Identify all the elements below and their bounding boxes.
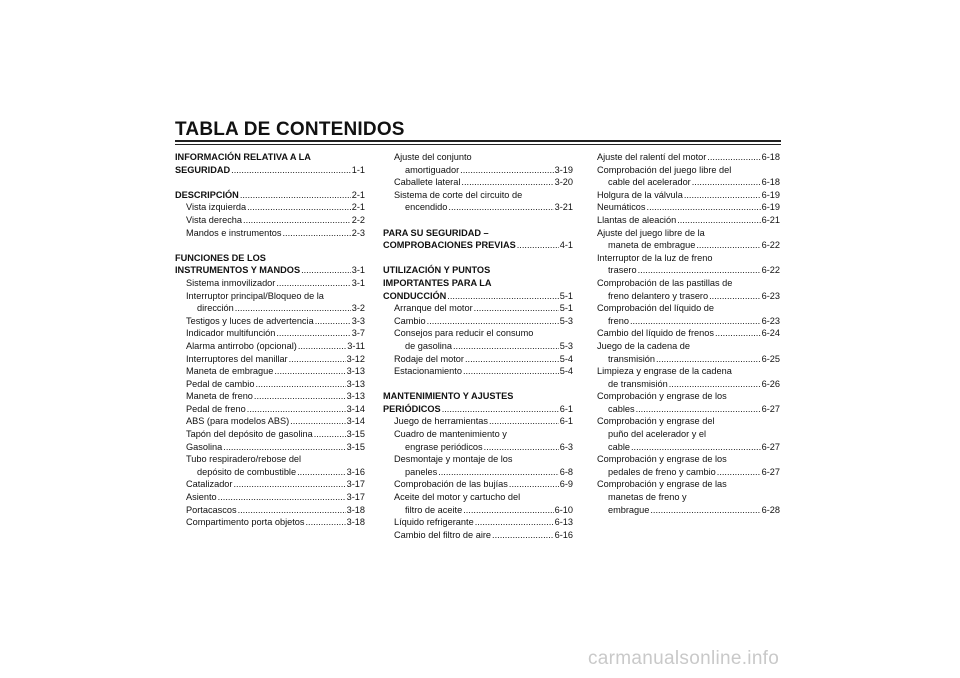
toc-entry[interactable]: Portacascos ..... 3-18 [175,504,365,517]
toc-section-title: MANTENIMIENTO Y AJUSTES [383,391,514,402]
toc-entry-line: Comprobación de las pastillas de [597,277,733,288]
toc-entry[interactable]: Pedal de cambio ..... 3-13 [175,378,365,391]
toc-entry[interactable]: freno delantero y trasero ..... 6-23 [597,290,780,303]
toc-entry[interactable]: Gasolina ..... 3-15 [175,441,365,454]
toc-entry[interactable]: Arranque del motor ..... 5-1 [383,302,573,315]
toc-entry[interactable]: engrase periódicos ..... 6-3 [383,441,573,454]
toc-entry[interactable]: de transmisión ..... 6-26 [597,378,780,391]
toc-entry[interactable]: Juego de herramientas ..... 6-1 [383,415,573,428]
toc-entry-line: Ajuste del conjunto [394,152,472,162]
toc-entry[interactable]: Vista derecha ..... 2-2 [175,214,365,227]
toc-entry-line: Sistema de corte del circuito de [394,189,523,200]
page-title: TABLA DE CONTENIDOS [175,119,405,140]
toc-entry[interactable]: paneles ..... 6-8 [383,466,573,479]
toc-entry[interactable]: encendido ..... 3-21 [383,201,573,214]
toc-entry[interactable]: Sistema inmovilizador ..... 3-1 [175,277,365,290]
watermark-text: carmanualsonline.info [588,648,780,669]
toc-entry[interactable]: Neumáticos ..... 6-19 [597,201,780,214]
toc-entry-line: Desmontaje y montaje de los [394,454,513,465]
toc-entry-line: Comprobación y engrase de los [597,391,727,402]
toc-entry[interactable]: Vista izquierda ..... 2-1 [175,201,365,214]
toc-entry[interactable]: Llantas de aleación ..... 6-21 [597,214,780,227]
toc-entry[interactable]: Rodaje del motor ..... 5-4 [383,353,573,366]
toc-column-3 [597,151,780,516]
toc-entry[interactable]: Líquido refrigerante ..... 6-13 [383,516,573,529]
toc-entry-line: puño del acelerador y el [608,429,707,440]
toc-entry[interactable]: Caballete lateral ..... 3-20 [383,176,573,189]
toc-entry-line: Consejos para reducir el consumo [394,328,534,339]
toc-entry[interactable]: amortiguador ..... 3-19 [383,164,573,177]
toc-entry[interactable]: Catalizador ..... 3-17 [175,478,365,491]
toc-entry[interactable]: Indicador multifunción ..... 3-7 [175,327,365,340]
toc-entry[interactable]: Cambio del líquido de frenos ..... 6-24 [597,327,780,340]
toc-entry[interactable]: trasero ..... 6-22 [597,264,780,277]
toc-entry[interactable]: Ajuste del ralentí del motor ..... 6-18 [597,151,780,164]
toc-entry-line: Comprobación y engrase del [597,416,715,427]
toc-entry-line: Cuadro de mantenimiento y [394,429,507,440]
toc-entry[interactable]: transmisión ..... 6-25 [597,353,780,366]
toc-entry-line: Interruptor de la luz de freno [597,252,713,263]
toc-entry[interactable]: maneta de embrague ..... 6-22 [597,239,780,252]
toc-entry[interactable]: Alarma antirrobo (opcional) ..... 3-11 [175,340,365,353]
toc-entry[interactable]: Interruptores del manillar ..... 3-12 [175,353,365,366]
toc-entry[interactable]: Cambio del filtro de aire ..... 6-16 [383,529,573,542]
toc-entry-line: Ajuste del juego libre de la [597,227,705,238]
toc-entry-line: Interruptor principal/Bloqueo de la [186,290,324,301]
toc-entry[interactable]: Compartimento porta objetos ..... 3-18 [175,516,365,529]
toc-entry[interactable]: filtro de aceite ..... 6-10 [383,504,573,517]
toc-section-title: IMPORTANTES PARA LA [383,277,492,288]
toc-section-entry[interactable]: COMPROBACIONES PREVIAS ..... 4-1 [383,239,573,252]
toc-entry[interactable]: Tapón del depósito de gasolina ..... 3-15 [175,428,365,441]
toc-entry[interactable]: Pedal de freno ..... 3-14 [175,403,365,416]
toc-section-title: FUNCIONES DE LOS [175,252,266,263]
toc-section-entry[interactable]: SEGURIDAD ..... 1-1 [175,164,365,177]
toc-entry-line: Comprobación y engrase de las [597,479,727,490]
toc-column-2 [383,151,573,541]
toc-entry[interactable]: cable del acelerador ..... 6-18 [597,176,780,189]
toc-entry-line: Comprobación y engrase de los [597,454,727,465]
title-rule-thin [175,144,781,145]
toc-entry[interactable]: Asiento ..... 3-17 [175,491,365,504]
toc-entry[interactable]: dirección ..... 3-2 [175,302,365,315]
toc-section-title: UTILIZACIÓN Y PUNTOS [383,265,491,276]
toc-entry[interactable]: Mandos e instrumentos ..... 2-3 [175,227,365,240]
toc-entry[interactable]: Maneta de freno ..... 3-13 [175,390,365,403]
toc-section-entry[interactable]: CONDUCCIÓN ..... 5-1 [383,290,573,303]
toc-entry-line: Comprobación del juego libre del [597,164,732,175]
title-rule [175,140,781,142]
toc-section-entry[interactable]: INSTRUMENTOS Y MANDOS ..... 3-1 [175,264,365,277]
toc-section-title: INFORMACIÓN RELATIVA A LA [175,152,311,162]
toc-entry[interactable]: pedales de freno y cambio ..... 6-27 [597,466,780,479]
toc-section-title: PARA SU SEGURIDAD – [383,227,489,238]
toc-entry[interactable]: cables ..... 6-27 [597,403,780,416]
toc-entry-line: Limpieza y engrase de la cadena [597,366,732,377]
toc-entry-line: manetas de freno y [608,492,687,503]
toc-entry[interactable]: depósito de combustible ..... 3-16 [175,466,365,479]
toc-section-entry[interactable]: PERIÓDICOS ..... 6-1 [383,403,573,416]
toc-entry[interactable]: Maneta de embrague ..... 3-13 [175,365,365,378]
toc-entry-line: Juego de la cadena de [597,340,690,351]
toc-entry[interactable]: freno ..... 6-23 [597,315,780,328]
toc-section-entry[interactable]: DESCRIPCIÓN ..... 2-1 [175,189,365,202]
toc-entry[interactable]: embrague ..... 6-28 [597,504,780,517]
toc-entry[interactable]: Cambio ..... 5-3 [383,315,573,328]
toc-entry-line: Comprobación del líquido de [597,303,714,314]
toc-entry[interactable]: Testigos y luces de advertencia ..... 3-3 [175,315,365,328]
toc-entry[interactable]: cable ..... 6-27 [597,441,780,454]
toc-entry[interactable]: ABS (para modelos ABS) ..... 3-14 [175,415,365,428]
toc-entry[interactable]: Holgura de la válvula ..... 6-19 [597,189,780,202]
toc-column-1 [175,151,365,529]
toc-entry[interactable]: Comprobación de las bujías ..... 6-9 [383,478,573,491]
toc-entry-line: Aceite del motor y cartucho del [394,492,521,503]
toc-entry-line: Tubo respiradero/rebose del [186,454,302,465]
toc-entry[interactable]: Estacionamiento ..... 5-4 [383,365,573,378]
toc-entry[interactable]: de gasolina ..... 5-3 [383,340,573,353]
